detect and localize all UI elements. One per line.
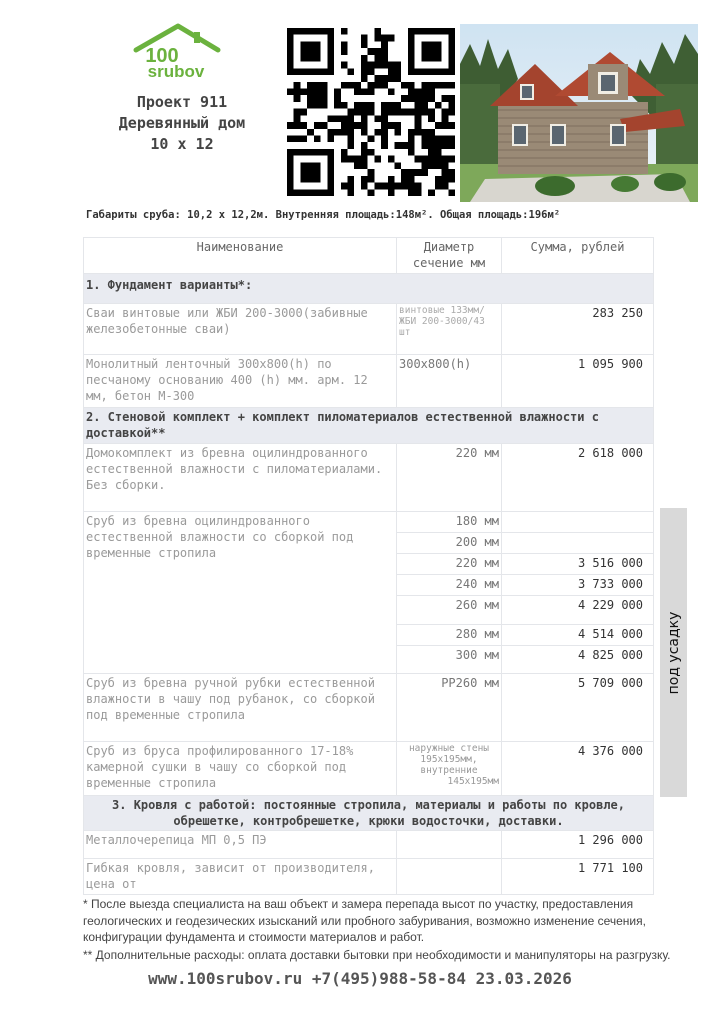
row-name: Монолитный ленточный 300х800(h) по песчаному основанию 400 (h) мм. арм. 12 мм, бетон М-300 [84, 355, 397, 408]
project-type: Деревянный дом [118, 114, 246, 132]
row-diameter: винтовые 133мм/ЖБИ 200-3000/43 шт [397, 304, 502, 355]
header-diameter-line2: сечение мм [412, 256, 486, 270]
footnote-2: ** Дополнительные расходы: оплата доставки бытовки при необходимости и манипуляторы на разгрузку. [83, 947, 671, 962]
diameter-line: наружные стены [408, 743, 490, 754]
row-diameter [397, 831, 502, 859]
table-row [84, 304, 654, 355]
project-number: Проект 911 [136, 93, 228, 111]
section-walls [84, 408, 654, 444]
project-title [80, 92, 284, 155]
row-diameter: 280 мм [397, 625, 502, 646]
row-name: Домокомплект из бревна оцилиндрованного естественной влажности с пиломатериалами. Без сборки. [84, 444, 397, 512]
table-row [84, 831, 654, 859]
section-title: 3. Кровля с работой: постоянные стропила, материалы и работы по кровле, обрешетке, контробрешетке, крюки водосточки, доставки. [84, 796, 654, 831]
diameter-line: 145х195мм [447, 776, 499, 787]
row-sum: 4 376 000 [502, 742, 654, 796]
row-diameter: 300 мм [397, 646, 502, 674]
row-sum: 5 709 000 [502, 674, 654, 742]
row-name: Сруб из бревна ручной рубки естественной влажности в чашу под рубанок, со сборкой под временные стропила [84, 674, 397, 742]
section-roof [84, 796, 654, 831]
row-sum: 283 250 [502, 304, 654, 355]
logo-number: 100 [145, 45, 179, 67]
row-name: Гибкая кровля, зависит от производителя, цена от [84, 859, 397, 895]
section-title: 2. Стеновой комплект + комплект пиломатериалов естественной влажности с доставкой** [84, 408, 654, 444]
footnotes [83, 896, 703, 963]
qr-code[interactable] [287, 28, 455, 196]
header-diameter [397, 238, 502, 274]
row-diameter: 240 мм [397, 575, 502, 596]
row-sum: 3 516 000 [502, 554, 654, 575]
row-diameter [397, 742, 502, 796]
header-diameter-line1: Диаметр [423, 240, 475, 254]
house-photo [460, 24, 698, 202]
logo-text: srubov [147, 62, 205, 80]
row-sum: 3 733 000 [502, 575, 654, 596]
row-diameter: 200 мм [397, 533, 502, 554]
row-diameter [397, 859, 502, 895]
row-name: Сруб из бруса профилированного 17-18% камерной сушки в чашу со сборкой под временные стропила [84, 742, 397, 796]
row-sum: 1 296 000 [502, 831, 654, 859]
row-sum [502, 512, 654, 533]
row-diameter: 220 мм [397, 554, 502, 575]
table-header-row [84, 238, 654, 274]
row-diameter: 260 мм [397, 596, 502, 625]
table-row [84, 355, 654, 408]
header-name: Наименование [84, 238, 397, 274]
footnote-1: * После выезда специалиста на ваш объект и замера перепада высот по участку, предоставления геологических и геодезических изысканий или пробного забуривания, возможно изменение сечения, конфигурации фундамента и стоимости материалов и работ. [83, 897, 646, 944]
table-row [84, 444, 654, 512]
diameter-line: 195х195мм, [420, 754, 478, 765]
row-sum [502, 533, 654, 554]
section-title: 1. Фундамент варианты*: [84, 274, 654, 304]
row-sum: 4 825 000 [502, 646, 654, 674]
table-row [84, 512, 654, 533]
row-name: Сруб из бревна оцилиндрованного естественной влажности со сборкой под временные стропила [84, 512, 397, 674]
row-diameter: РР260 мм [397, 674, 502, 742]
row-diameter: 300х800(h) [397, 355, 502, 408]
section-foundation [84, 274, 654, 304]
dimensions-line: Габариты сруба: 10,2 х 12,2м. Внутренняя площадь:148м². Общая площадь:196м² [86, 209, 561, 221]
row-diameter: 220 мм [397, 444, 502, 512]
row-sum: 1 771 100 [502, 859, 654, 895]
row-sum: 4 514 000 [502, 625, 654, 646]
diameter-line: внутренние [420, 765, 478, 776]
project-size: 10 х 12 [150, 135, 214, 153]
row-sum: 1 095 900 [502, 355, 654, 408]
header-sum: Сумма, рублей [502, 238, 654, 274]
table-row [84, 742, 654, 796]
row-sum: 2 618 000 [502, 444, 654, 512]
row-name: Сваи винтовые или ЖБИ 200-3000(забивные железобетонные сваи) [84, 304, 397, 355]
brand-logo [128, 22, 224, 80]
row-sum: 4 229 000 [502, 596, 654, 625]
row-diameter: 180 мм [397, 512, 502, 533]
table-row [84, 859, 654, 895]
row-name: Металлочерепица МП 0,5 ПЭ [84, 831, 397, 859]
spec-table [83, 237, 654, 895]
shrinkage-side-label [660, 508, 687, 797]
side-label-text: под усадку [665, 611, 682, 694]
table-row [84, 674, 654, 742]
contact-footer: www.100srubov.ru +7(495)988-58-84 23.03.2026 [148, 969, 572, 988]
